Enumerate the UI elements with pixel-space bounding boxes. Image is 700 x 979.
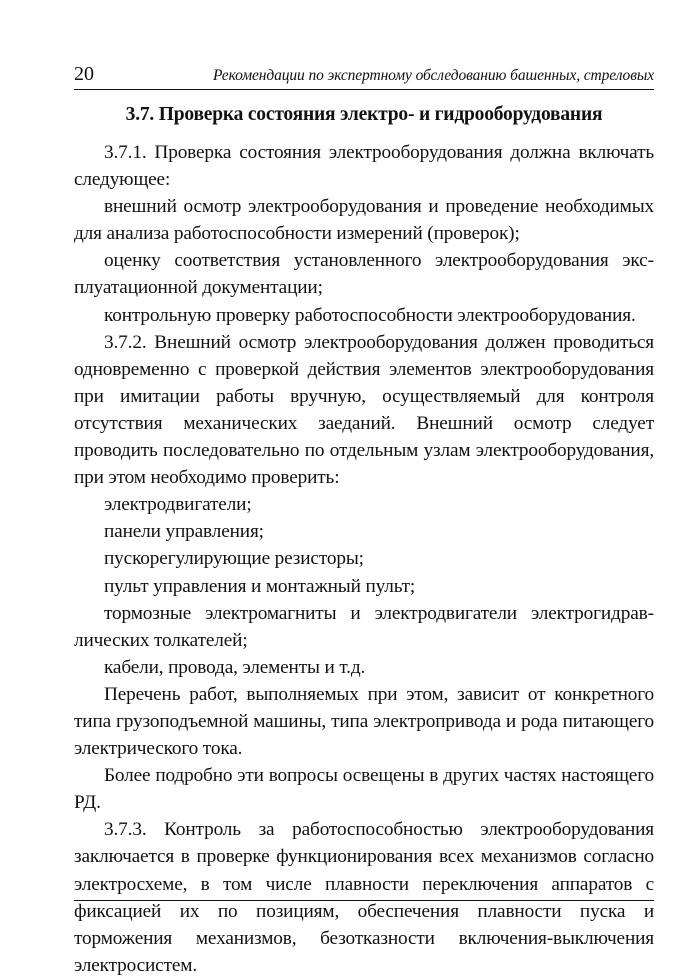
list-item-conformity-assessment: оценку соответствия установленного электрооборудования эксплуатационной документации; (74, 250, 654, 299)
list-item-brake-magnets: тормозные электромагниты и электродвигатели электрогидравлических толкателей; (74, 602, 654, 651)
list-item-control-panels: панели управления; (104, 521, 264, 543)
paragraph-3-7-1: 3.7.1. Проверка состояния электрооборудования должна включать следующее: (74, 142, 654, 191)
list-item-visual-inspection: внешний осмотр электрооборудования и проведение необходимых для анализа работоспособности измерений (проверок); (74, 196, 654, 245)
footer-rule (74, 900, 654, 901)
list-item-control-console: пульт управления и монтажный пульт; (104, 575, 416, 597)
list-item-starting-resistors: пускорегулирующие резисторы; (104, 548, 364, 570)
document-page (74, 62, 654, 979)
section-heading: 3.7. Проверка состояния электро- и гидрооборудования (125, 104, 603, 125)
paragraph-other-parts: Более подробно эти вопросы освещены в других частях настоящего РД. (74, 765, 654, 814)
list-item-electric-motors: электродвигатели; (104, 494, 252, 516)
paragraph-3-7-2: 3.7.2. Внешний осмотр электрооборудования должен проводиться одновременно с проверкой действия элементов электрооборудования при имитации работы вручную, осуществляемый для контроля отсутствия механических заеданий. Внешний осмотр следует проводить последовательно по отдельным узлам электрооборудования, при этом необходимо проверить: (74, 331, 654, 489)
running-header (74, 62, 654, 90)
paragraph-work-list: Перечень работ, выполняемых при этом, зависит от конкретного типа грузоподъемной машины, типа электропривода и рода питающего электрического тока. (74, 683, 654, 760)
paragraph-3-7-3: 3.7.3. Контроль за работоспособностью электрооборудования заключается в проверке функционирования всех механизмов согласно электросхеме, в том числе плавности переключения аппаратов с фиксацией их по позициям, обеспечения плавности пуска и торможения механизмов, безотказности включения-выключения электросистем. (74, 819, 654, 976)
list-item-operability-check: контрольную проверку работоспособности электрооборудования. (104, 304, 636, 326)
page-number: 20 (74, 63, 94, 85)
running-title: Рекомендации по экспертному обследованию башенных, стреловых (212, 67, 654, 84)
section-body (74, 139, 654, 979)
list-item-cables-wires: кабели, провода, элементы и т.д. (104, 656, 366, 678)
